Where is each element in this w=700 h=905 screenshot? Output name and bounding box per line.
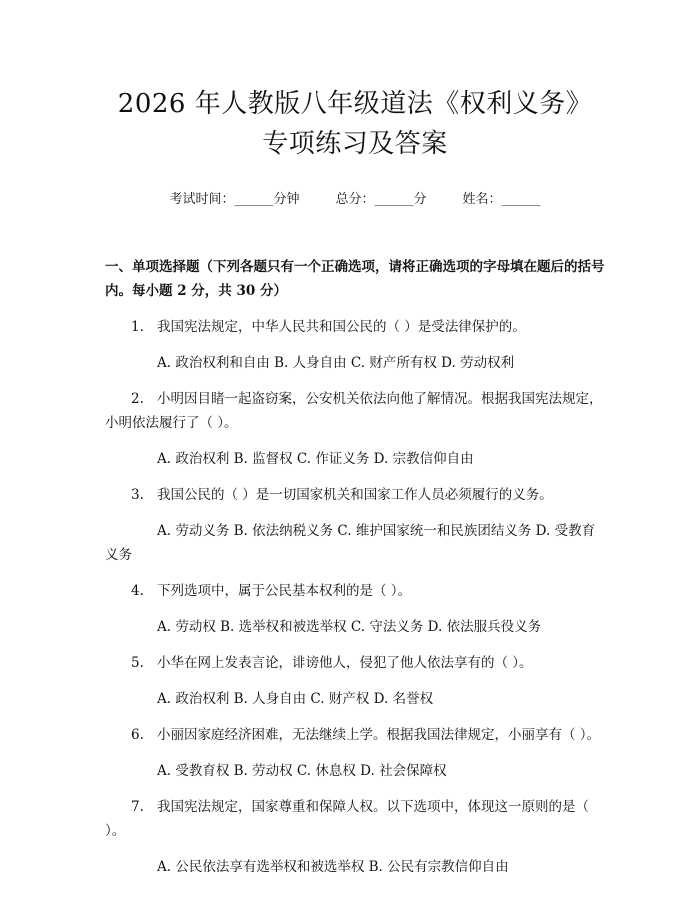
- exam-name: 姓名：______: [462, 192, 541, 207]
- question-6: [105, 723, 605, 783]
- question-stem: [105, 651, 605, 675]
- question-options: A. 公民依法享有选举权和被选举权 B. 公民有宗教信仰自由: [157, 859, 509, 875]
- question-list: [105, 315, 605, 879]
- exam-score: 总分：______分: [335, 192, 427, 207]
- question-stem: [105, 315, 605, 339]
- question-number: 6.: [131, 727, 144, 743]
- question-1: [105, 315, 605, 375]
- question-4: [105, 579, 605, 639]
- question-stem: [105, 723, 605, 747]
- question-text: 我国宪法规定，国家尊重和保障人权。以下选项中，体现这一原则的是（ ）。: [105, 799, 589, 839]
- question-number: 4.: [131, 583, 144, 599]
- question-number: 7.: [131, 799, 144, 815]
- question-options: A. 劳动权 B. 选举权和被选举权 C. 守法义务 D. 依法服兵役义务: [157, 619, 542, 635]
- question-options: A. 政治权利 B. 人身自由 C. 财产权 D. 名誉权: [157, 691, 434, 707]
- exam-time: 考试时间：______分钟: [169, 192, 300, 207]
- question-options: A. 受教育权 B. 劳动权 C. 休息权 D. 社会保障权: [157, 763, 447, 779]
- question-number: 3.: [131, 487, 144, 503]
- question-5: [105, 651, 605, 711]
- question-stem: [105, 579, 605, 603]
- question-2: [105, 387, 605, 471]
- question-options: A. 劳动义务 B. 依法纳税义务 C. 维护国家统一和民族团结义务 D. 受教育义务: [105, 523, 596, 563]
- question-number: 1.: [131, 319, 144, 335]
- question-text: 我国公民的（ ）是一切国家机关和国家工作人员必须履行的义务。: [157, 487, 553, 503]
- question-options: A. 政治权利和自由 B. 人身自由 C. 财产所有权 D. 劳动权利: [157, 355, 515, 371]
- question-7: [105, 795, 605, 879]
- question-options: A. 政治权利 B. 监督权 C. 作证义务 D. 宗教信仰自由: [157, 451, 474, 467]
- question-stem: [105, 795, 605, 843]
- question-text: 小明因目睹一起盗窃案，公安机关依法向他了解情况。根据我国宪法规定，小明依法履行了（ ）。: [105, 391, 603, 431]
- question-text: 我国宪法规定，中华人民共和国公民的（ ）是受法律保护的。: [157, 319, 526, 335]
- exam-meta: [105, 190, 605, 210]
- question-stem: [105, 387, 605, 435]
- question-stem: [105, 483, 605, 507]
- question-number: 2.: [131, 391, 144, 407]
- question-text: 小华在网上发表言论，诽谤他人，侵犯了他人依法享有的（ ）。: [157, 655, 533, 671]
- document-title: 2026 年人教版八年级道法《权利义务》专项练习及答案: [117, 89, 593, 159]
- question-text: 下列选项中，属于公民基本权利的是（ ）。: [157, 583, 412, 599]
- question-number: 5.: [131, 655, 144, 671]
- section-heading: 一、单项选择题（下列各题只有一个正确选项，请将正确选项的字母填在题后的括号内。每小题 2 分，共 30 分）: [105, 259, 605, 299]
- question-text: 小丽因家庭经济困难，无法继续上学。根据我国法律规定，小丽享有（ ）。: [157, 727, 601, 743]
- question-3: [105, 483, 605, 567]
